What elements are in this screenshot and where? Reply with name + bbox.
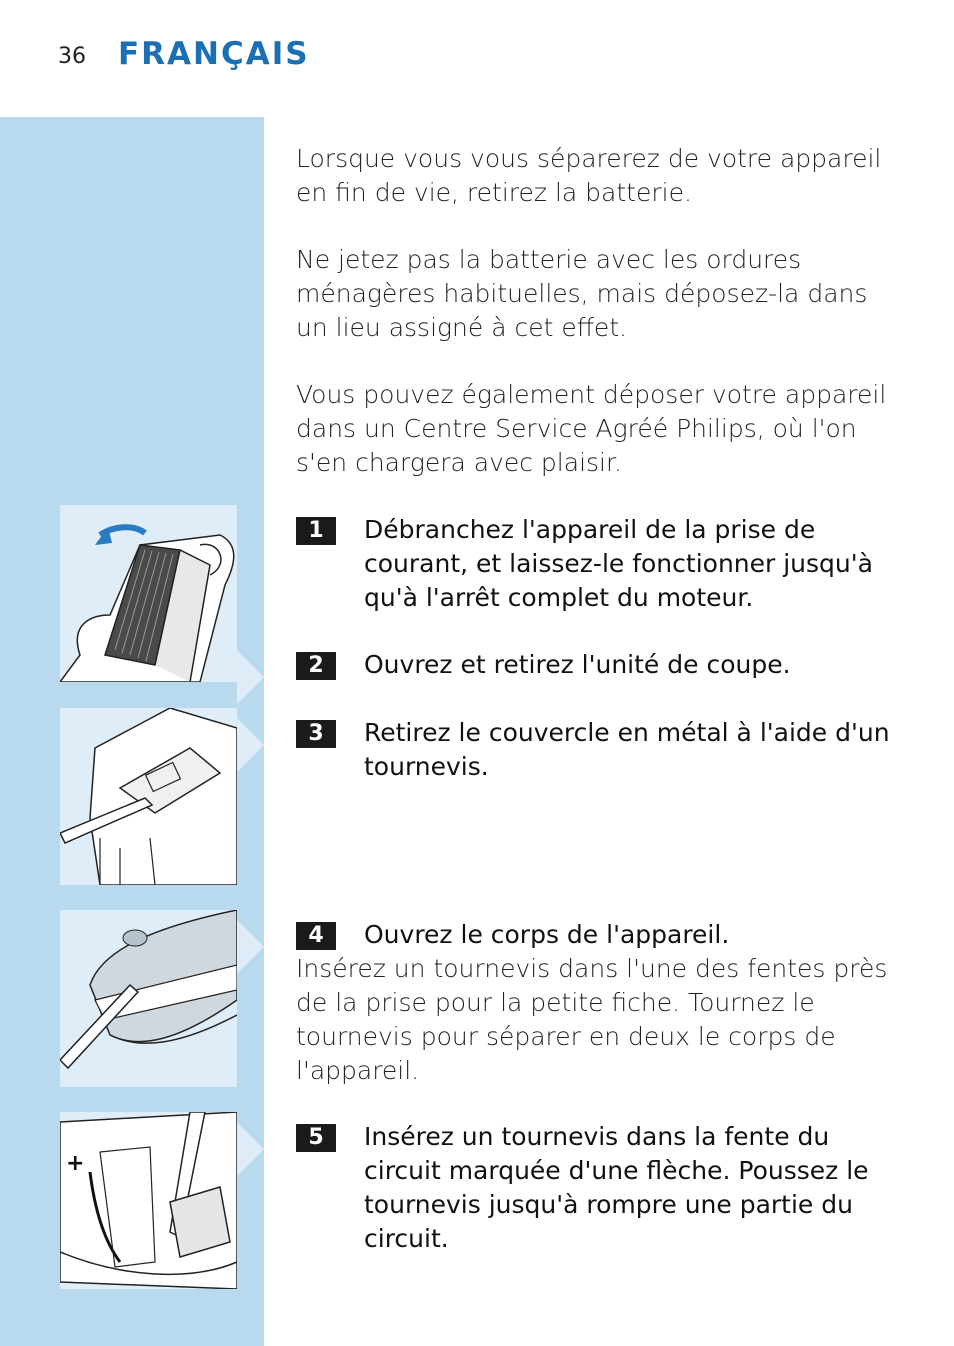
pointer-arrow — [237, 1122, 264, 1176]
step-number: 3 — [296, 720, 336, 748]
illustration-remove-cutting-unit — [60, 505, 237, 682]
step-number: 2 — [296, 652, 336, 680]
intro-paragraph-1: Lorsque vous vous séparerez de votre appareil en fin de vie, retirez la batterie. — [296, 144, 882, 207]
pointer-arrow — [237, 718, 264, 772]
clipper-hand-illustration — [60, 505, 237, 682]
illustration-open-housing — [60, 910, 237, 1087]
step-text: Insérez un tournevis dans la fente du circuit marquée d'une flèche. Poussez le tournevis jusqu'à rompre une partie du circuit. — [364, 1122, 869, 1253]
step-text: Retirez le couvercle en métal à l'aide d'un tournevis. — [364, 718, 890, 781]
plus-mark: + — [66, 1151, 85, 1176]
step-number: 5 — [296, 1124, 336, 1152]
language-title: FRANÇAIS — [118, 36, 310, 72]
metal-cover-illustration — [60, 708, 237, 885]
intro-paragraph-3: Vous pouvez également déposer votre appareil dans un Centre Service Agréé Philips, où l'on s'en chargera avec plaisir. — [296, 380, 887, 477]
step-number: 4 — [296, 922, 336, 950]
step-number: 1 — [296, 517, 336, 545]
illustration-circuit — [60, 1112, 237, 1289]
circuit-illustration — [60, 1112, 237, 1289]
step-text: Débranchez l'appareil de la prise de courant, et laissez-le fonctionner jusqu'à qu'à l'arrêt complet du moteur. — [364, 515, 873, 612]
pointer-arrow — [237, 650, 264, 704]
illustration-metal-cover — [60, 708, 237, 885]
step-text: Ouvrez le corps de l'appareil. — [364, 920, 730, 949]
step-text: Ouvrez et retirez l'unité de coupe. — [364, 650, 791, 679]
intro-paragraph-2: Ne jetez pas la batterie avec les ordures ménagères habituelles, mais déposez-la dans un lieu assigné à cet effet. — [296, 245, 868, 342]
page-number: 36 — [58, 44, 86, 69]
housing-illustration — [60, 910, 237, 1087]
pointer-arrow — [237, 920, 264, 974]
step-4-detail: Insérez un tournevis dans l'une des fentes près de la prise pour la petite fiche. Tournez le tournevis pour séparer en deux le corps de l'appareil. — [296, 954, 888, 1085]
